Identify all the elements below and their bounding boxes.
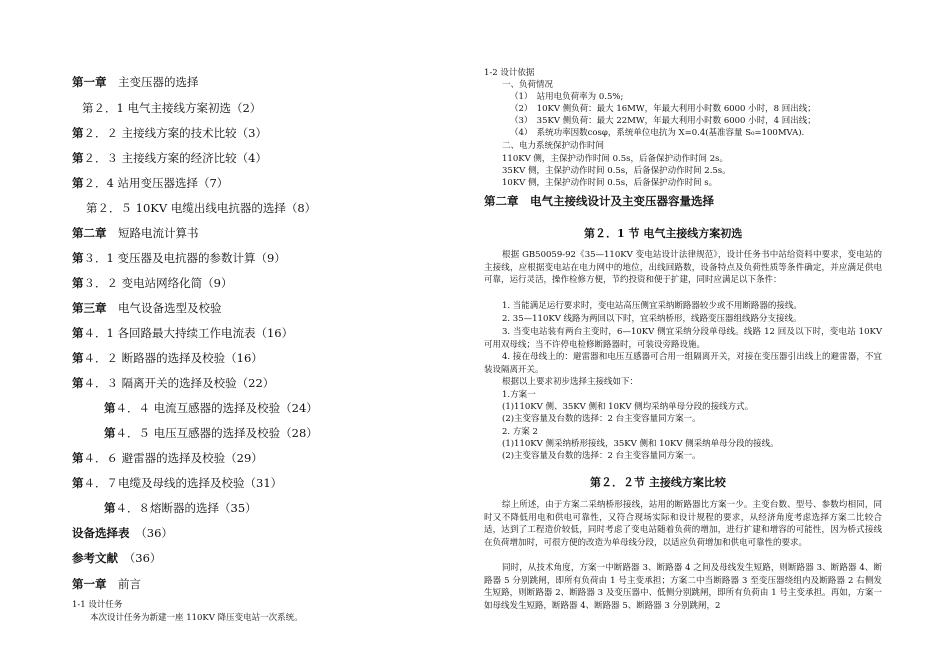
- toc-entry-text: 第２．５ 10KV 电缆出线电抗器的选择（8）: [86, 201, 317, 215]
- chapter2-heading: 第二章 电气主接线设计及主变压器容量选择: [484, 194, 714, 208]
- body-text-line: 二、电力系统保护动作时间: [502, 141, 605, 151]
- paragraph: 4. 接在母线上的：避雷器和电压互感器可合用一组隔离开关，对接在变压器引出线上的避雷器，不宜装设隔离开关。: [484, 352, 882, 375]
- toc-entry-chapter: 设备选择表: [72, 526, 130, 540]
- body-text-line: 本次设计任务为新建一座 110KV 降压变电站一次系统。: [90, 613, 303, 623]
- toc-entry-text: 第２．1 电气主接线方案初选（2）: [82, 101, 262, 115]
- toc-entry[interactable]: [72, 300, 222, 316]
- toc-entry[interactable]: [72, 350, 263, 366]
- body-text-line: 10KV 侧，主保护动作时间 0.5s，后备保护动作时间 s。: [502, 178, 718, 188]
- toc-entry[interactable]: [72, 576, 141, 592]
- toc-entry-chapter: 第: [104, 501, 116, 515]
- toc-entry-chapter: 第: [72, 176, 84, 190]
- body-text-line: （2） 10KV 侧负荷：最大 16MW，年最大利用小时数 6000 小时，8 回出线；: [510, 104, 816, 114]
- toc-entry-chapter: 第: [72, 476, 84, 490]
- paragraph: 2. 35—110KV 线路为两回以下时，宜采纳桥形，线路变压器组线路分支接线。: [502, 314, 802, 324]
- toc-entry-chapter: 第三章: [72, 301, 107, 315]
- toc-entry[interactable]: [72, 450, 263, 466]
- toc-entry[interactable]: [72, 74, 199, 90]
- toc-entry-chapter: 第: [72, 276, 84, 290]
- toc-entry-chapter: 参考文献: [72, 551, 118, 565]
- toc-entry-text: ４．２ 断路器的选择及校验（16）: [83, 351, 263, 365]
- body-text-line: (1)110KV 侧、35KV 侧和 10KV 侧均采纳单母分段的接线方式。: [502, 402, 754, 412]
- toc-entry-text: 前言: [106, 577, 141, 591]
- body-text-line: (2)主变容量及台数的选择：2 台主变容量同方案一。: [502, 451, 701, 461]
- toc-entry-text: ２．4 站用变压器选择（7）: [83, 176, 229, 190]
- toc-entry-chapter: 第: [72, 451, 84, 465]
- toc-entry-chapter: 第: [72, 376, 84, 390]
- toc-entry-text: ３．２ 变电站网络化简（9）: [83, 276, 233, 290]
- paragraph: 综上所述，由于方案二采纳桥形接线，站用的断路器比方案一少。主变台数、型号、参数均相同，同时又不降低用电和供电可靠性，又符合现场实际和设计规程的要求，从经济角度考虑选择方案二比较合适，达到了工程造价较低，同时考虑了变电站随着负荷的增加，进行扩建和增容的可能性，因为桥式接线在负荷增加时，可很方便的改造为单母线分段，以适应负荷增加和供电可靠性的要求。: [484, 500, 882, 548]
- body-text-line: （3） 35KV 侧负荷：最大 22MW，年最大利用小时数 6000 小时，4 回出线；: [510, 116, 816, 126]
- body-text-line: (1)110KV 侧采纳桥形接线，35KV 侧和 10KV 侧采纳单母分段的接线。: [502, 439, 779, 449]
- toc-entry-text: ２．３ 主接线方案的经济比较（4）: [83, 151, 267, 165]
- body-text-line: 根据以上要求初步选择主接线如下：: [502, 377, 639, 387]
- toc-entry-text: ４．1 各回路最大持续工作电流表（16）: [83, 326, 294, 340]
- toc-entry-chapter: 第: [72, 126, 84, 140]
- toc-entry-chapter: 第: [72, 151, 84, 165]
- toc-entry[interactable]: [72, 150, 267, 166]
- toc-entry-text: ４．４ 电流互感器的选择及校验（24）: [115, 401, 318, 415]
- toc-entry[interactable]: [104, 425, 318, 441]
- toc-entry-text: ４．３ 隔离开关的选择及校验（22）: [83, 376, 275, 390]
- toc-entry-text: ４．７电缆及母线的选择及校验（31）: [83, 476, 283, 490]
- toc-entry-chapter: 第: [72, 351, 84, 365]
- body-text-line: 1.方案一: [502, 390, 536, 400]
- toc-entry[interactable]: [72, 375, 274, 391]
- toc-entry[interactable]: [72, 325, 293, 341]
- paragraph: 根据 GB50059-92《35—110KV 变电站设计法律规范》，设计任务书中站给资料中要求，变电站的主接线，应根据变电站在电力网中的地位，出线回路数，设备特点及负荷性质等条件确定，并应满足供电可靠，运行灵活，操作检修方便，节约投资和便于扩建，同时应满足以下条件：: [484, 250, 882, 286]
- toc-entry[interactable]: [72, 175, 228, 191]
- toc-entry-text: （36）: [118, 551, 162, 565]
- toc-entry-text: 电气设备选型及校验: [106, 301, 222, 315]
- body-text-line: 110KV 侧，主保护动作时间 0.5s，后备保护动作时间 2s。: [502, 154, 728, 164]
- body-text-line: 一、负荷情况: [502, 80, 554, 90]
- body-text-line: 2. 方案 2: [502, 427, 538, 437]
- toc-entry-text: ４．８熔断器的选择（35）: [115, 501, 257, 515]
- body-text-line: 1-1 设计任务: [72, 600, 123, 610]
- toc-entry-chapter: 第一章: [72, 577, 107, 591]
- toc-entry-text: ４．５ 电压互感器的选择及校验（28）: [115, 426, 318, 440]
- paragraph: 3. 当变电站装有两台主变时，6—10KV 侧宜采纳分段单母线。线路 12 回及以下时，变电站 10KV 可用双母线；当不许停电检修断路器时，可装设旁路设施。: [484, 327, 882, 350]
- toc-entry-chapter: 第: [104, 426, 116, 440]
- paragraph: 1. 当能满足运行要求时，变电站高压侧宜采纳断路器较少或不用断路器的接线。: [502, 301, 802, 311]
- toc-entry[interactable]: [72, 525, 173, 541]
- body-text-line: （4） 系统功率因数cosφ，系统单位电抗为 X=0.4(基准容量 S₀=100MVA).: [510, 128, 805, 138]
- paragraph: 同时，从技术角度，方案一中断路器 3、断路器 4 之间及母线发生短路，则断路器 3、断路器 4、断路器 5 分别跳闸，即所有负荷由 1 号主变承担；方案二中当断路器 3 至变压器绕组内及断路器 2 右侧发生短路，则断路器 2、断路器 3 及变压器中、低侧分别跳闸，即所有负荷由 1 号主变承担。再如，方案一如母线发生短路，断路器 4、断路器 5、断路器 3 分别跳闸，2: [484, 563, 882, 611]
- toc-entry[interactable]: [86, 200, 316, 216]
- toc-entry-text: （36）: [129, 526, 173, 540]
- toc-entry[interactable]: [104, 500, 257, 516]
- body-text-line: (2)主变容量及台数的选择：2 台主变容量同方案一。: [502, 414, 701, 424]
- toc-entry[interactable]: [82, 100, 261, 116]
- toc-entry-text: 短路电流计算书: [106, 226, 199, 240]
- toc-entry-text: ３．1 变压器及电抗器的参数计算（9）: [83, 251, 286, 265]
- section-2-2-heading: 第２．２节 主接线方案比较: [590, 476, 726, 489]
- toc-entry[interactable]: [104, 400, 318, 416]
- toc-entry-chapter: 第二章: [72, 226, 107, 240]
- toc-entry-chapter: 第: [72, 251, 84, 265]
- toc-entry-text: 主变压器的选择: [106, 75, 199, 89]
- toc-entry-chapter: 第: [72, 326, 84, 340]
- toc-entry[interactable]: [72, 550, 161, 566]
- body-text-line: （1） 站用电负荷率为 0.5%;: [510, 92, 624, 102]
- toc-entry-text: ４．６ 避雷器的选择及校验（29）: [83, 451, 263, 465]
- toc-entry[interactable]: [72, 250, 286, 266]
- toc-entry[interactable]: [72, 475, 282, 491]
- toc-entry[interactable]: [72, 275, 232, 291]
- toc-entry-chapter: 第一章: [72, 75, 107, 89]
- toc-entry[interactable]: [72, 225, 199, 241]
- toc-entry-text: ２．２ 主接线方案的技术比较（3）: [83, 126, 267, 140]
- body-text-line: 1-2 设计依据: [484, 68, 535, 78]
- body-text-line: 35KV 侧，主保护动作时间 0.5s，后备保护动作时间 2.5s。: [502, 166, 731, 176]
- toc-entry[interactable]: [72, 125, 267, 141]
- section-2-1-heading: 第２．1 节 电气主接线方案初选: [584, 227, 743, 240]
- toc-entry-chapter: 第: [104, 401, 116, 415]
